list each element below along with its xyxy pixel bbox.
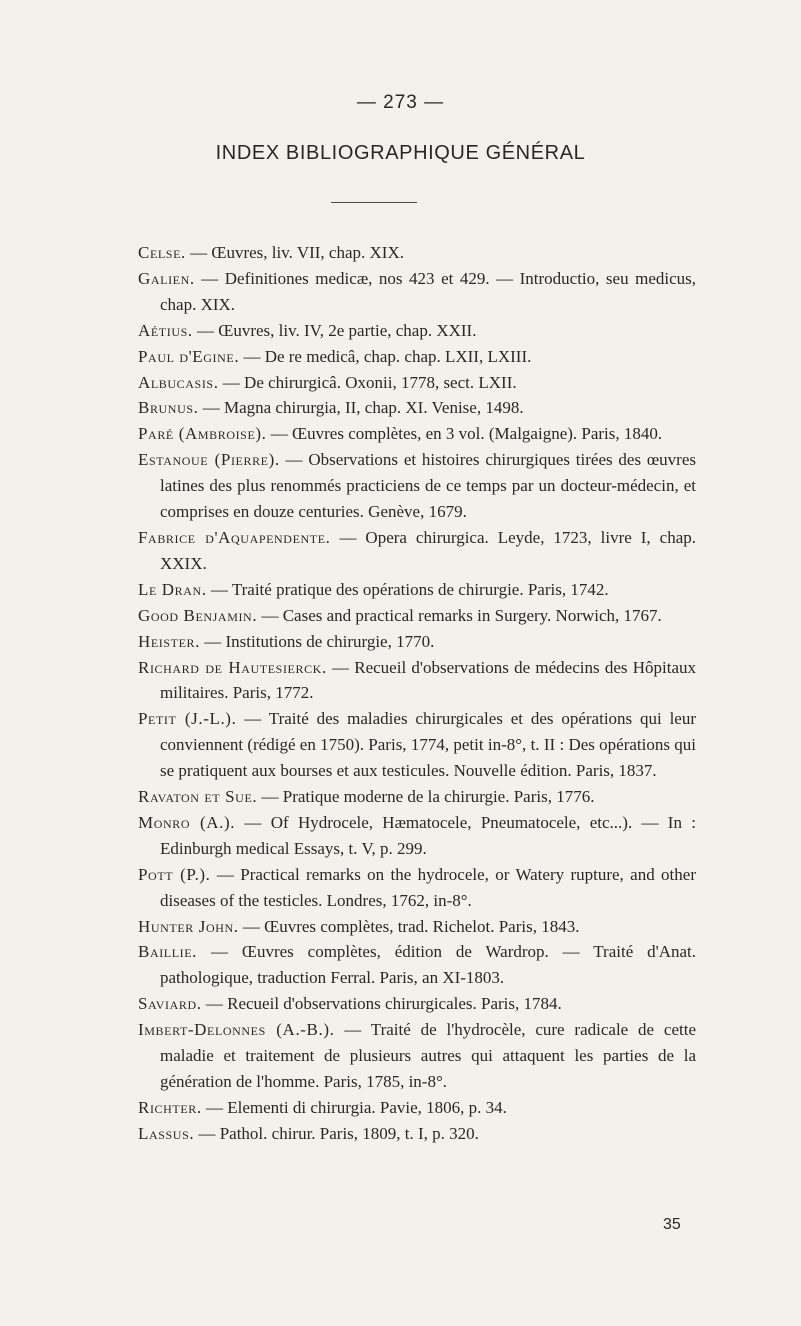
entry-text: — Traité des maladies chirurgicales et des opérations qui leur conviennent (rédigé en 1750). Paris, 1774, petit in-8°, t. II : Des opérations qui se pratiquent aux bourses et aux testicules. Nouvelle édition. Paris, 1837. <box>160 709 696 781</box>
bibliography-entry <box>138 914 696 940</box>
entry-text: — Œuvres, liv. IV, 2e partie, chap. XXII. <box>192 320 477 340</box>
entry-text: — Traité pratique des opérations de chirurgie. Paris, 1742. <box>206 579 609 599</box>
bibliography-entry <box>138 784 696 810</box>
entry-author: Richard de Hautesierck. <box>138 657 327 677</box>
entry-author: Aétius. <box>138 320 193 340</box>
entry-author: Richter. <box>138 1097 202 1117</box>
page-number: — 273 — <box>356 92 445 113</box>
bibliography-entry <box>138 629 696 655</box>
bibliography-entry <box>138 318 696 344</box>
bibliography-entry <box>138 706 696 784</box>
entry-text: — Œuvres complètes, édition de Wardrop. — Traité d'Anat. pathologique, traduction Ferral. Paris, an XI-1803. <box>160 942 696 988</box>
entry-text: — Institutions de chirurgie, 1770. <box>200 631 435 651</box>
bibliography-entry <box>138 370 696 396</box>
entry-text: — Observations et histoires chirurgiques tirées des œuvres latines des plus renommés practiciens de ce temps par un docteur-médecin, et comprises en douze centuries. Genève, 1679. <box>160 450 696 522</box>
entry-text: — Œuvres, liv. VII, chap. XIX. <box>185 243 404 262</box>
bibliography-list <box>138 240 696 1147</box>
entry-text: — Pratique moderne de la chirurgie. Paris, 1776. <box>257 787 595 807</box>
bibliography-entry <box>138 577 696 603</box>
entry-author: Pott (P.). <box>138 864 211 884</box>
entry-author: Hunter John. <box>138 916 239 936</box>
entry-author: Imbert-Delonnes (A.-B.). <box>138 1020 335 1040</box>
bibliography-entry <box>138 1017 696 1095</box>
bibliography-entry <box>138 1095 696 1121</box>
entry-text: — Œuvres complètes, trad. Richelot. Paris, 1843. <box>238 916 580 936</box>
entry-author: Monro (A.). <box>138 812 236 832</box>
bibliography-entry <box>138 1121 696 1147</box>
entry-text: — De chirurgicâ. Oxonii, 1778, sect. LXII. <box>218 372 517 392</box>
entry-text: — Of Hydrocele, Hæmatocele, Pneumatocele, etc...). — In : Edinburgh medical Essays, t. V, p. 299. <box>160 812 696 858</box>
entry-text: — Magna chirurgia, II, chap. XI. Venise, 1498. <box>198 398 524 418</box>
entry-text: — Practical remarks on the hydrocele, or Watery rupture, and other diseases of the testicles. Londres, 1762, in-8°. <box>160 864 696 910</box>
entry-author: Le Dran. <box>138 579 207 599</box>
bibliography-entry <box>138 810 696 862</box>
entry-text: — Definitiones medicæ, nos 423 et 429. — Introductio, seu medicus, chap. XIX. <box>160 268 696 314</box>
bibliography-entry <box>138 266 696 318</box>
entry-author: Saviard. <box>138 994 202 1014</box>
entry-text: — Pathol. chirur. Paris, 1809, t. I, p. 320. <box>194 1123 479 1143</box>
entry-author: Lassus. <box>138 1123 195 1143</box>
entry-author: Fabrice d'Aquapendente. <box>138 527 331 547</box>
bibliography-entry <box>138 991 696 1017</box>
entry-author: Albucasis. <box>138 372 219 392</box>
bibliography-entry <box>138 395 696 421</box>
entry-text: — Recueil d'observations chirurgicales. Paris, 1784. <box>201 994 562 1014</box>
bibliography-entry <box>138 862 696 914</box>
entry-text: — Cases and practical remarks in Surgery. Norwich, 1767. <box>257 605 662 625</box>
entry-text: — Traité de l'hydrocèle, cure radicale de cette maladie et traitement de plusieurs autres qui attaquent les parties de la génération de l'homme. Paris, 1785, in-8°. <box>160 1020 696 1091</box>
title-divider <box>331 202 417 203</box>
bibliography-entry <box>138 240 696 266</box>
entry-text: — Elementi di chirurgia. Pavie, 1806, p. 34. <box>201 1097 507 1117</box>
entry-text: — Opera chirurgica. Leyde, 1723, livre I, chap. XXIX. <box>160 527 696 573</box>
entry-text: — Recueil d'observations de médecins des Hôpitaux militaires. Paris, 1772. <box>160 657 696 703</box>
entry-author: Good Benjamin. <box>138 605 258 625</box>
bibliography-entry <box>138 447 696 525</box>
signature-mark: 35 <box>663 1216 681 1233</box>
entry-author: Paul d'Egine. <box>138 346 240 366</box>
page-title: INDEX BIBLIOGRAPHIQUE GÉNÉRAL <box>215 142 586 164</box>
entry-author: Petit (J.-L.). <box>138 709 237 729</box>
entry-author: Galien. <box>138 268 195 288</box>
bibliography-entry <box>138 344 696 370</box>
entry-author: Ravaton et Sue. <box>138 787 258 807</box>
entry-text: — Œuvres complètes, en 3 vol. (Malgaigne). Paris, 1840. <box>266 424 663 444</box>
entry-author: Paré (Ambroise). <box>138 424 267 444</box>
bibliography-entry <box>138 421 696 447</box>
bibliography-entry <box>138 603 696 629</box>
entry-author: Baillie. <box>138 942 198 962</box>
entry-author: Estanoue (Pierre). <box>138 450 280 470</box>
entry-text: — De re medicâ, chap. chap. LXII, LXIII. <box>239 346 532 366</box>
bibliography-entry <box>138 525 696 577</box>
bibliography-entry <box>138 939 696 991</box>
bibliography-entry <box>138 655 696 707</box>
entry-author: Heister. <box>138 631 200 651</box>
entry-author: Celse. <box>138 243 186 262</box>
entry-author: Brunus. <box>138 398 199 418</box>
